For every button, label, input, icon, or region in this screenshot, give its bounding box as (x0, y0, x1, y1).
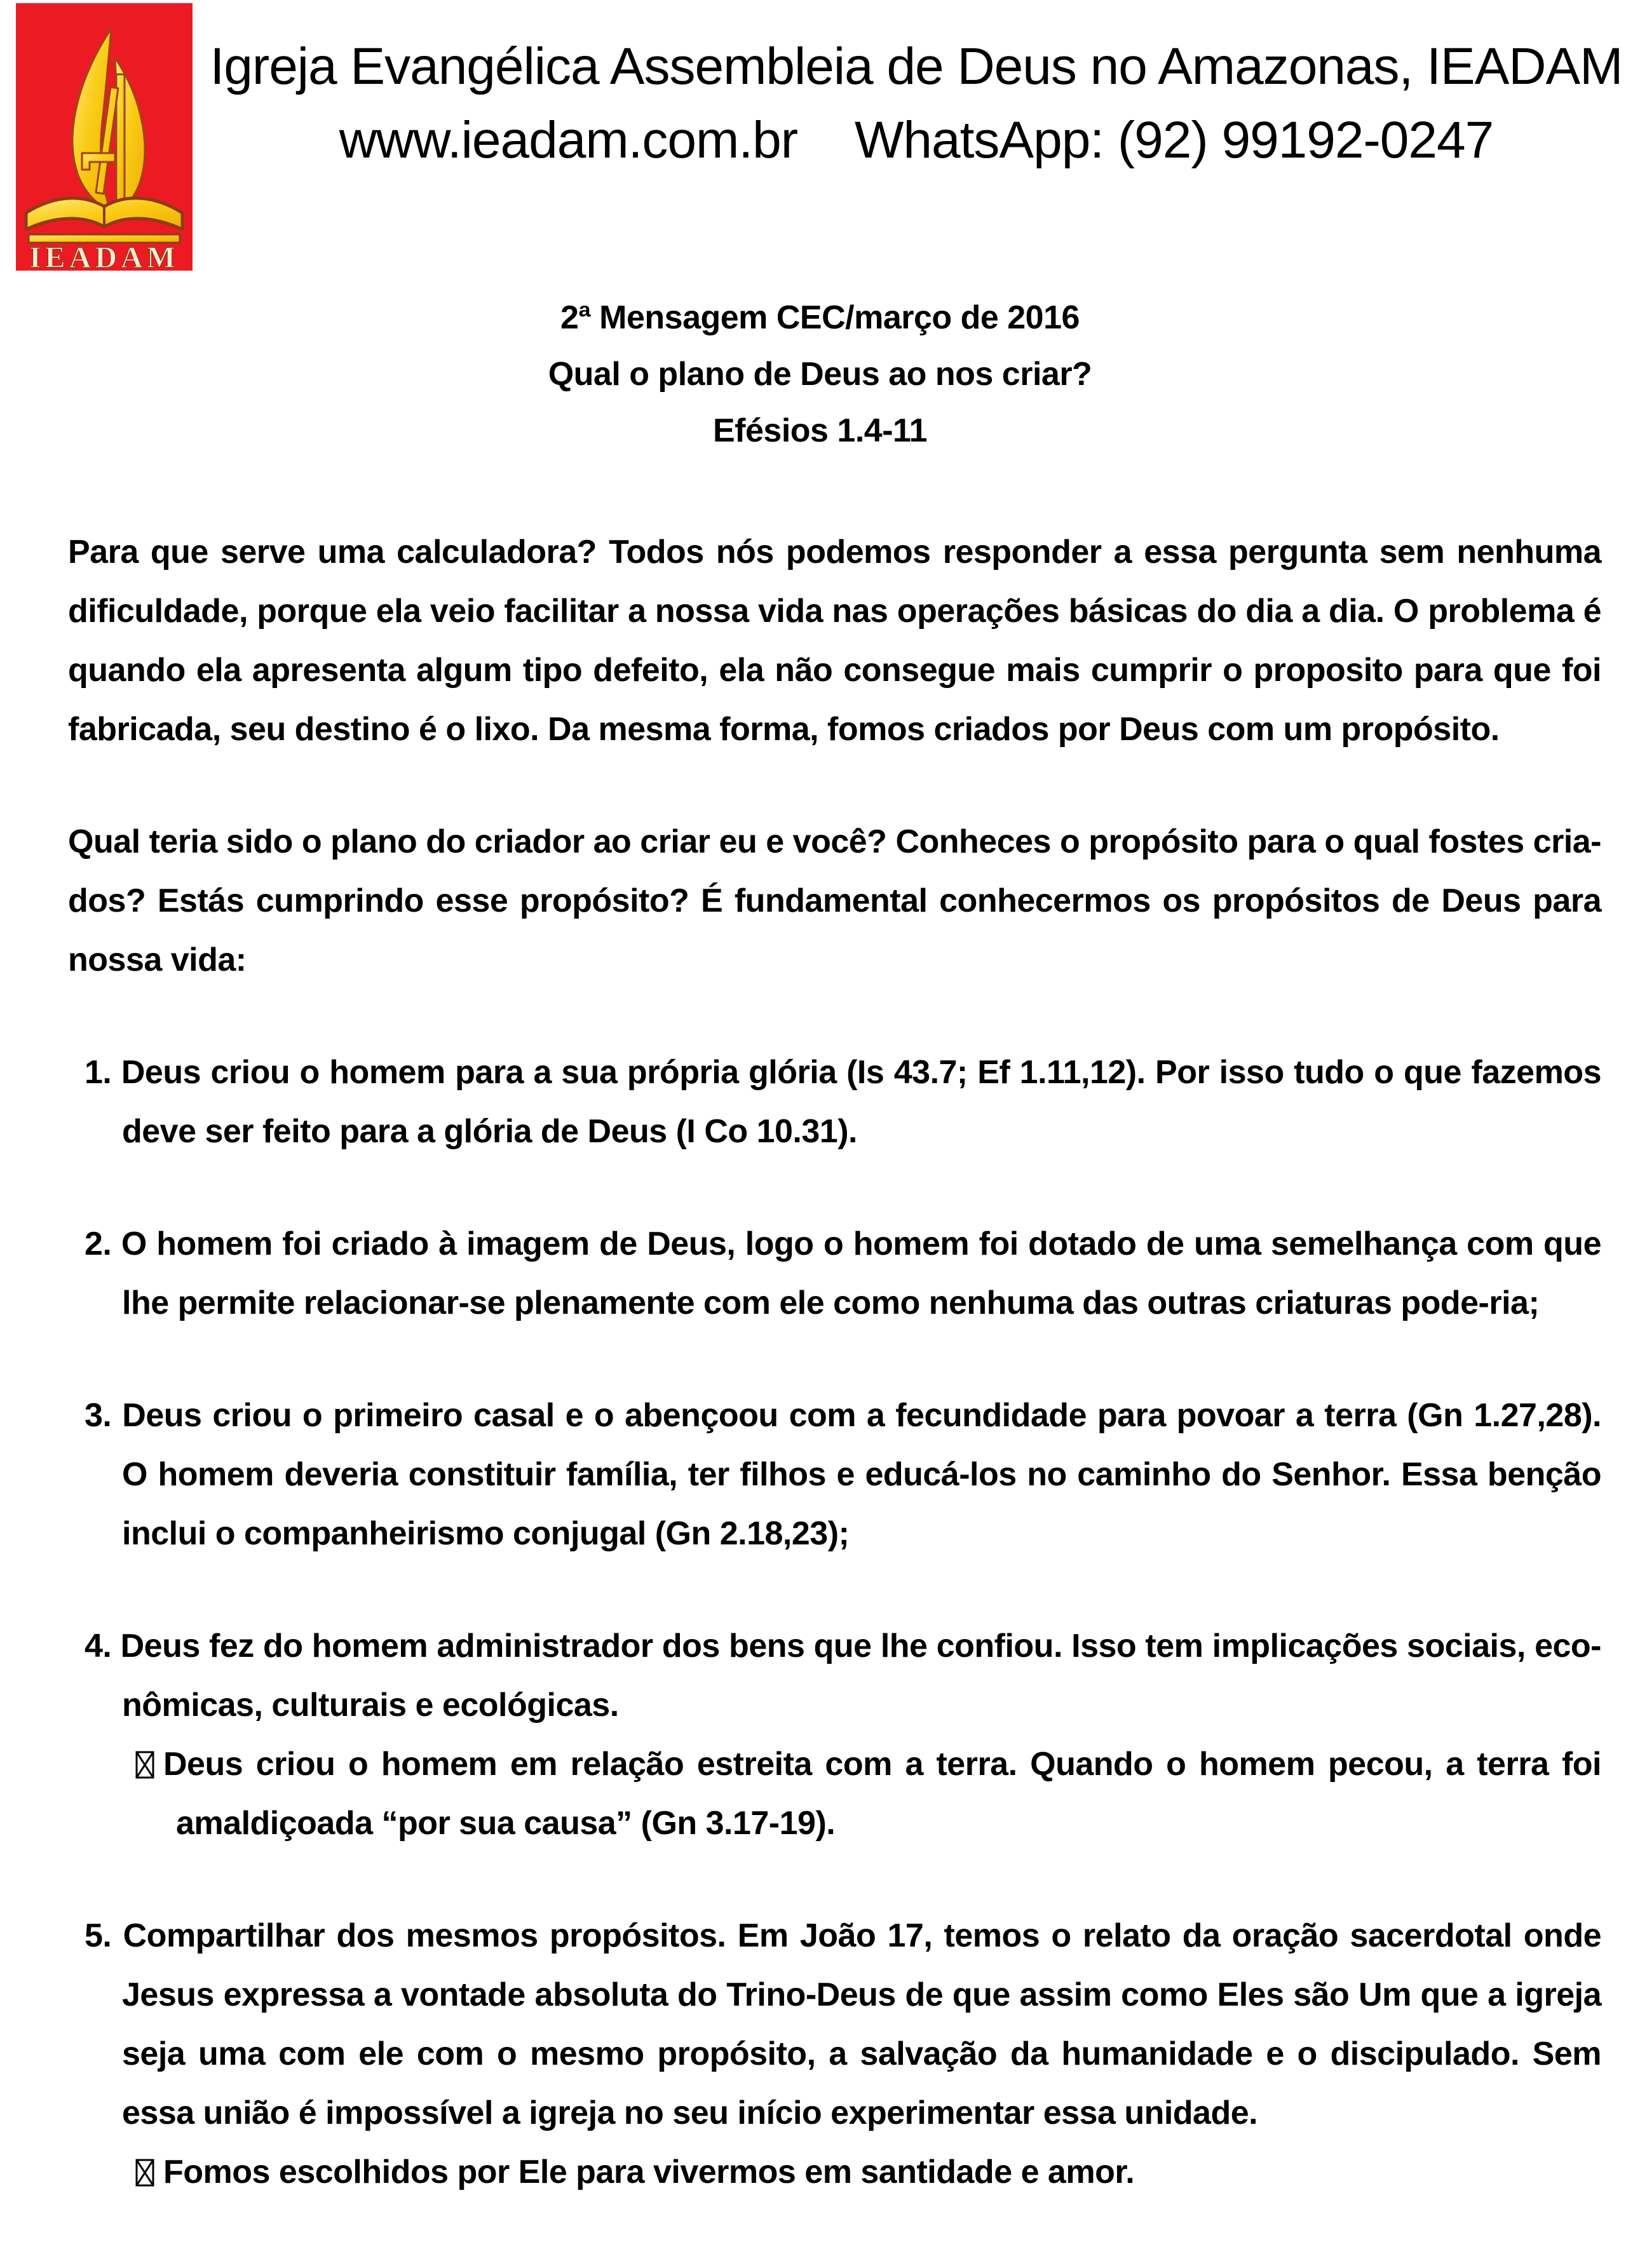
item-text: Deus criou o homem para a sua própria glória (Is 43.7; Ef 1.11,12). Por isso tudo o que fazemos deve ser feito para a glória de Deus (I Co 10.31). (121, 1054, 1601, 1150)
church-logo (16, 3, 193, 271)
sub-bullet-text: Deus criou o homem em relação estreita com a terra. Quando o homem pecou, a terra foi amaldiçoada “por sua causa” (Gn 3.17-19). (163, 1746, 1601, 1842)
intro-paragraph-1: Para que serve uma calculadora? Todos nós podemos responder a essa pergunta sem nenhuma dificuldade, porque ela veio facilitar a nossa vida nas operações básicas do dia a dia. O problema é quando ela apresenta algum tipo defeito, ela não consegue mais cumprir o proposito para que foi fabricada, seu destino é o lixo. Da mesma forma, fomos criados por Deus com um propósito. (68, 534, 1601, 748)
item-number: 3. (85, 1397, 112, 1434)
website-url: www.ieadam.com.br (339, 111, 798, 169)
missing-glyph-bullet-icon (135, 2159, 154, 2187)
document-body (68, 523, 1601, 2202)
intro-paragraph-2: Qual teria sido o plano do criador ao criar eu e você? Conheces o propósito para o qual fostes cria-dos? Estás cumprindo esse propósito? É fundamental conhecermos os propósitos de Deus para nossa vida: (68, 823, 1601, 978)
letterhead (0, 0, 1640, 271)
item-number: 2. (85, 1225, 112, 1262)
item-text: Deus criou o primeiro casal e o abençoou com a fecundidade para povoar a terra (Gn 1.27,28). O homem deveria constituir família, ter filhos e educá-los no caminho do Senhor. Essa benção inclui o companheirismo conjugal (Gn 2.18,23); (122, 1397, 1601, 1552)
numbered-item-1 (68, 1043, 1601, 1161)
item-number: 5. (85, 1917, 112, 1954)
sub-bullet (135, 2143, 1601, 2202)
message-title-block (0, 290, 1640, 459)
sub-bullet (135, 1735, 1601, 1853)
item-number: 1. (85, 1054, 112, 1091)
message-subtitle: Qual o plano de Deus ao nos criar? (548, 356, 1092, 393)
sub-bullet-text: Fomos escolhidos por Ele para vivermos em santidade e amor. (163, 2154, 1135, 2190)
church-name: Igreja Evangélica Assembleia de Deus no Amazonas, IEADAM (210, 37, 1623, 95)
numbered-item-2 (68, 1215, 1601, 1333)
numbered-item-5 (68, 1907, 1601, 2202)
contact-line (339, 104, 1493, 177)
logo-wordmark: IEADAM (29, 241, 179, 271)
whatsapp-number: WhatsApp: (92) 99192-0247 (855, 111, 1494, 169)
missing-glyph-bullet-icon (135, 1751, 154, 1779)
item-text: Deus fez do homem administrador dos bens que lhe confiou. Isso tem implicações sociais, eco-nômicas, culturais e ecológicas. (120, 1628, 1601, 1724)
item-text: O homem foi criado à imagem de Deus, logo o homem foi dotado de uma semelhança com que lhe permite relacionar-se plenamente com ele como nenhuma das outras criaturas pode-ria; (121, 1225, 1601, 1321)
numbered-item-3 (68, 1386, 1601, 1563)
letterhead-text (193, 3, 1640, 177)
numbered-item-4 (68, 1617, 1601, 1853)
scripture-reference: Efésios 1.4-11 (713, 412, 927, 449)
item-number: 4. (85, 1628, 112, 1664)
message-title: 2ª Mensagem CEC/março de 2016 (560, 299, 1080, 336)
item-text: Compartilhar dos mesmos propósitos. Em João 17, temos o relato da oração sacerdotal onde Jesus expressa a vontade absoluta do Trino-Deus de que assim como Eles são Um que a igreja seja uma com ele com o mesmo propósito, a salvação da humanidade e o discipulado. Sem essa união é impossível a igreja no seu início experimentar essa unidade. (122, 1917, 1602, 2131)
